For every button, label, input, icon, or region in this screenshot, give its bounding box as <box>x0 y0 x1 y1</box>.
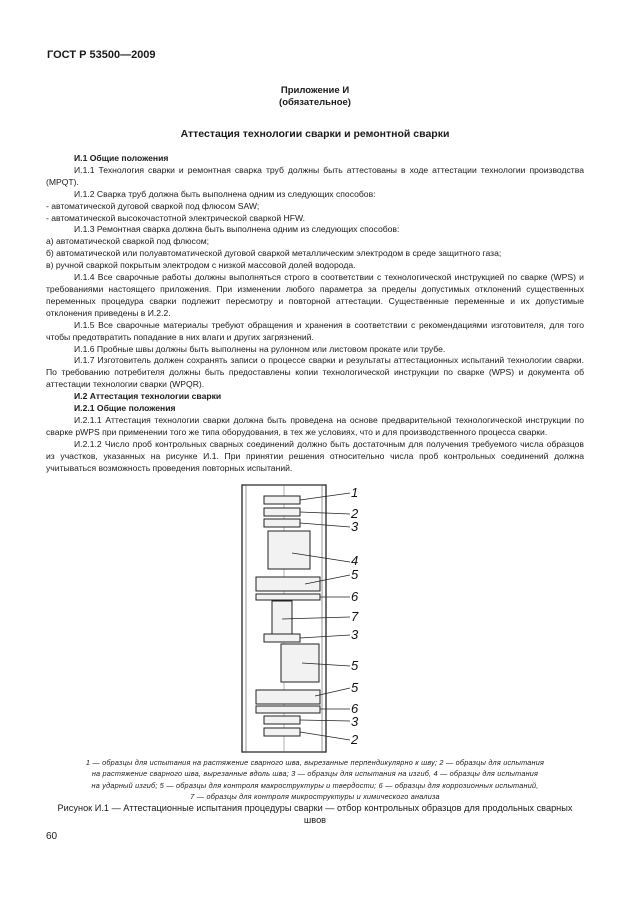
paragraph: И.1.4 Все сварочные работы должны выполняться строго в соответствии с технологической инструкцией по сварке (WPS) и требованиями настоящего приложения. При изменении любого параметра за пределы допустимых отклонений существенных переменных процедура сварки подлежит пересмотру и повторной аттестации. Существенные переменные и их допустимые отклонения приведены в И.2.2. <box>46 272 584 318</box>
figure-label: 2 <box>351 732 359 747</box>
specimen-2 <box>264 508 300 516</box>
figure-label: 5 <box>351 567 359 582</box>
appendix-label: Приложение И <box>280 85 350 96</box>
figure-label: 3 <box>351 627 359 642</box>
figure-label: 6 <box>351 701 359 716</box>
figure-label: 3 <box>351 519 359 534</box>
figure-label: 3 <box>351 714 359 729</box>
specimen-5b <box>281 644 319 682</box>
appendix-status: (обязательное) <box>279 97 351 108</box>
specimen-diagram <box>230 483 400 753</box>
figure-label: 2 <box>351 506 359 521</box>
legend-line: на ударный изгиб; 5 — образцы для контроля макроструктуры и твердости; 6 — образцы для коррозионных испытаний, <box>91 780 539 790</box>
paragraph: б) автоматической или полуавтоматической дуговой сваркой металлическим электродом в среде защитного газа; <box>46 248 502 259</box>
paragraph: И.1.2 Сварка труб должна быть выполнена одним из следующих способов: <box>74 188 376 199</box>
paragraph: И.2.1.1 Аттестация технологии сварки должна быть проведена на основе предварительной технологической инструкции по сварке pWPS при применении того же типа оборудования, в тех же условиях, что и для производственного процесса сварки. <box>46 414 584 437</box>
paragraph: - автоматической дуговой сваркой под флюсом SAW; <box>46 200 260 211</box>
body-text <box>46 153 584 474</box>
paragraph: И.1.5 Все сварочные материалы требуют обращения и хранения в соответствии с рекомендациями изготовителя, для того чтобы предотвратить попадание в них влаги и других загрязнений. <box>46 319 584 342</box>
specimen-2b <box>264 728 300 736</box>
specimen-1 <box>264 496 300 504</box>
specimen-6b <box>256 706 320 713</box>
specimen-5c <box>256 690 320 704</box>
figure-caption: Рисунок И.1 — Аттестационные испытания процедуры сварки — отбор контрольных образцов для продольных сварных швов <box>57 803 573 825</box>
figure-label: 6 <box>351 589 359 604</box>
paragraph: И.1.6 Пробные швы должны быть выполнены на рулонном или листовом прокате или трубе. <box>74 343 446 354</box>
page-number: 60 <box>46 831 58 842</box>
specimen-figure <box>230 483 400 753</box>
figure-label: 7 <box>351 609 359 624</box>
specimen-3a <box>264 519 300 527</box>
figure-label: 4 <box>351 553 359 568</box>
paragraph: - автоматической высокочастотной электрической сваркой HFW. <box>46 212 305 223</box>
paragraph: а) автоматической сваркой под флюсом; <box>46 236 210 247</box>
section-heading: И.2 Аттестация технологии сварки <box>74 391 222 402</box>
section-heading: И.2.1 Общие положения <box>74 403 176 414</box>
paragraph: И.1.3 Ремонтная сварка должна быть выполнена одним из следующих способов: <box>74 224 400 235</box>
specimen-4 <box>268 531 310 569</box>
legend-line: 1 — образцы для испытания на растяжение сварного шва, вырезанные перпендикулярно к шву; 2 — образцы для испытания <box>85 758 545 767</box>
figure-label: 5 <box>351 658 359 673</box>
figure-label: 1 <box>351 485 359 500</box>
paragraph: И.2.1.2 Число проб контрольных сварных соединений должно быть достаточным для получения требуемого числа образцов из участков, указанных на рисунке И.1. При принятии решения относительно числа проб контрольных соединений должна учитываться возможность проведения повторных испытаний. <box>46 438 584 473</box>
standard-header: ГОСТ Р 53500—2009 <box>47 49 156 61</box>
section-heading: И.1 Общие положения <box>74 153 169 163</box>
specimen-3b <box>264 634 300 642</box>
specimen-3c <box>264 716 300 724</box>
paragraph: И.1.1 Технология сварки и ремонтная сварка труб должны быть аттестованы в ходе аттестации технологии производства (MPQT). <box>46 164 584 187</box>
legend-line: на растяжение сварного шва, вырезанные вдоль шва; 3 — образцы для испытания на изгиб, 4 — образцы для испытания <box>91 769 539 779</box>
specimen-5a <box>256 577 320 591</box>
figure-legend <box>46 757 584 802</box>
paragraph: в) ручной сваркой покрытым электродом с низкой массовой долей водорода. <box>46 260 356 271</box>
figure-label: 5 <box>351 680 359 695</box>
legend-line: 7 — образцы для контроля микроструктуры и химического анализа <box>190 791 440 801</box>
specimen-6a <box>256 594 320 600</box>
paragraph: И.1.7 Изготовитель должен сохранять записи о процессе сварки и результаты аттестационных испытаний технологии сварки. По требованию потребителя должны быть предоставлены копии технологической инструкции по сварке (WPS) и документа об аттестации технологии сварки (WPQR). <box>46 355 584 390</box>
section-title: Аттестация технологии сварки и ремонтной сварки <box>180 128 450 140</box>
